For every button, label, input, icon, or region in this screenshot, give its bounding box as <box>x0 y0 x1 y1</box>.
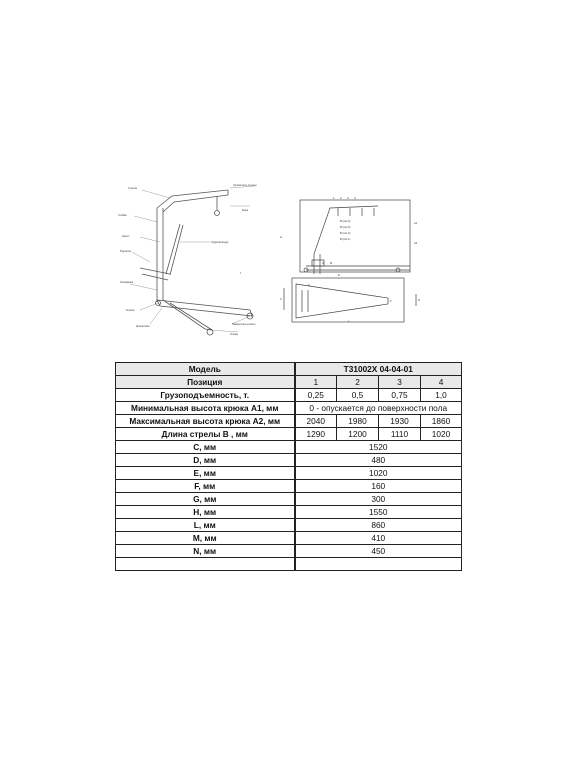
capacity-cell: 0,5 <box>337 389 379 402</box>
capacity-label: Грузоподъемность, т. <box>116 389 295 402</box>
table-row-dim-n <box>116 545 462 558</box>
dimension-label: G, мм <box>116 493 295 506</box>
dim-n: N <box>322 262 324 265</box>
label-handle: Рукоятка <box>120 250 131 253</box>
table-row-dim-l <box>116 519 462 532</box>
dimension-value: 1520 <box>295 441 462 454</box>
boom-length-cell: 1290 <box>295 428 337 441</box>
crane-dimension-drawing <box>278 194 428 324</box>
dimension-label: D, мм <box>116 454 295 467</box>
arm-label-4: B (поз.4) <box>340 220 351 223</box>
dimension-value: 860 <box>295 519 462 532</box>
dimension-value: 480 <box>295 454 462 467</box>
table-row-min-height <box>116 402 462 415</box>
dim-f: F <box>390 300 392 303</box>
boom-length-label: Длина стрелы B , мм <box>116 428 295 441</box>
table-row-max-height <box>116 415 462 428</box>
dim-m: M <box>330 262 333 265</box>
dimension-label: H, мм <box>116 506 295 519</box>
label-support: Опора <box>230 333 238 336</box>
table-row-dim-h <box>116 506 462 519</box>
specification-table <box>115 362 462 571</box>
dimension-value: 1020 <box>295 467 462 480</box>
dim-g: G <box>308 284 311 287</box>
dimension-label: N, мм <box>116 545 295 558</box>
boom-length-cell: 1020 <box>421 428 462 441</box>
capacity-cell: 0,75 <box>379 389 421 402</box>
position-cell: 2 <box>337 376 379 389</box>
dim-a2: A2 <box>414 242 418 245</box>
dimension-label: M, мм <box>116 532 295 545</box>
table-row-empty <box>116 558 462 571</box>
dimension-value: 1550 <box>295 506 462 519</box>
dim-e: E <box>338 274 340 277</box>
dim-c: C <box>280 298 282 301</box>
max-height-cell: 1930 <box>379 415 421 428</box>
position-label-4: 4 <box>354 196 356 200</box>
position-label: Позиция <box>116 376 295 389</box>
label-swivel-wheel: Поворотное колесо <box>232 323 256 326</box>
dimension-value: 450 <box>295 545 462 558</box>
position-cell: 4 <box>421 376 462 389</box>
model-label: Модель <box>116 363 295 376</box>
position-cell: 1 <box>295 376 337 389</box>
max-height-cell: 1980 <box>337 415 379 428</box>
boom-length-cell: 1110 <box>379 428 421 441</box>
boom-length-cell: 1200 <box>337 428 379 441</box>
arm-label-3: B (поз.3) <box>340 226 351 229</box>
crane-perspective-drawing <box>110 182 270 342</box>
label-wheel: Колесо <box>126 309 135 312</box>
arm-label-2: B (поз.2) <box>340 232 351 235</box>
position-label-2: 2 <box>340 196 342 200</box>
dim-h: H <box>280 236 282 239</box>
table-row-dim-c <box>116 441 462 454</box>
label-hook: Крюк <box>242 209 249 212</box>
label-post: Стойка <box>118 214 127 217</box>
table-row-capacity <box>116 389 462 402</box>
dimension-value: 300 <box>295 493 462 506</box>
table-row-boom-length <box>116 428 462 441</box>
empty-cell <box>295 558 462 571</box>
capacity-cell: 0,25 <box>295 389 337 402</box>
label-boom-extension: Удлинитель стрелы <box>233 184 257 187</box>
model-value: T31002X 04-04-01 <box>295 363 462 376</box>
dimension-label: F, мм <box>116 480 295 493</box>
dimension-value: 160 <box>295 480 462 493</box>
position-label-3: 3 <box>347 196 349 200</box>
position-cell: 3 <box>379 376 421 389</box>
max-height-cell: 2040 <box>295 415 337 428</box>
dimension-label: E, мм <box>116 467 295 480</box>
label-base: Основание <box>120 281 134 284</box>
table-row-model <box>116 363 462 376</box>
table-row-dim-g <box>116 493 462 506</box>
min-height-label: Минимальная высота крюка A1, мм <box>116 402 295 415</box>
min-height-value: 0 - опускается до поверхности пола <box>295 402 462 415</box>
dim-l: L <box>348 320 350 323</box>
capacity-cell: 1,0 <box>421 389 462 402</box>
max-height-cell: 1860 <box>421 415 462 428</box>
table-row-dim-d <box>116 454 462 467</box>
dim-a1: A1 <box>414 222 418 225</box>
max-height-label: Максимальная высота крюка A2, мм <box>116 415 295 428</box>
table-row-dim-m <box>116 532 462 545</box>
marker-glyph: ɪ <box>240 271 242 275</box>
dimension-value: 410 <box>295 532 462 545</box>
position-label-1: 1 <box>333 196 335 200</box>
label-pump: Насос <box>122 235 130 238</box>
empty-cell <box>116 558 295 571</box>
dim-d: D <box>418 299 420 302</box>
dimension-label: C, мм <box>116 441 295 454</box>
label-bracket: Кронштейн <box>136 325 150 328</box>
table-row-dim-e <box>116 467 462 480</box>
table-row-dim-f <box>116 480 462 493</box>
arm-label-1: B (поз.1) <box>340 238 351 241</box>
table-row-position <box>116 376 462 389</box>
label-cylinder: Гидроцилиндр <box>211 241 229 244</box>
label-boom: Стрела <box>128 187 137 190</box>
dimension-label: L, мм <box>116 519 295 532</box>
